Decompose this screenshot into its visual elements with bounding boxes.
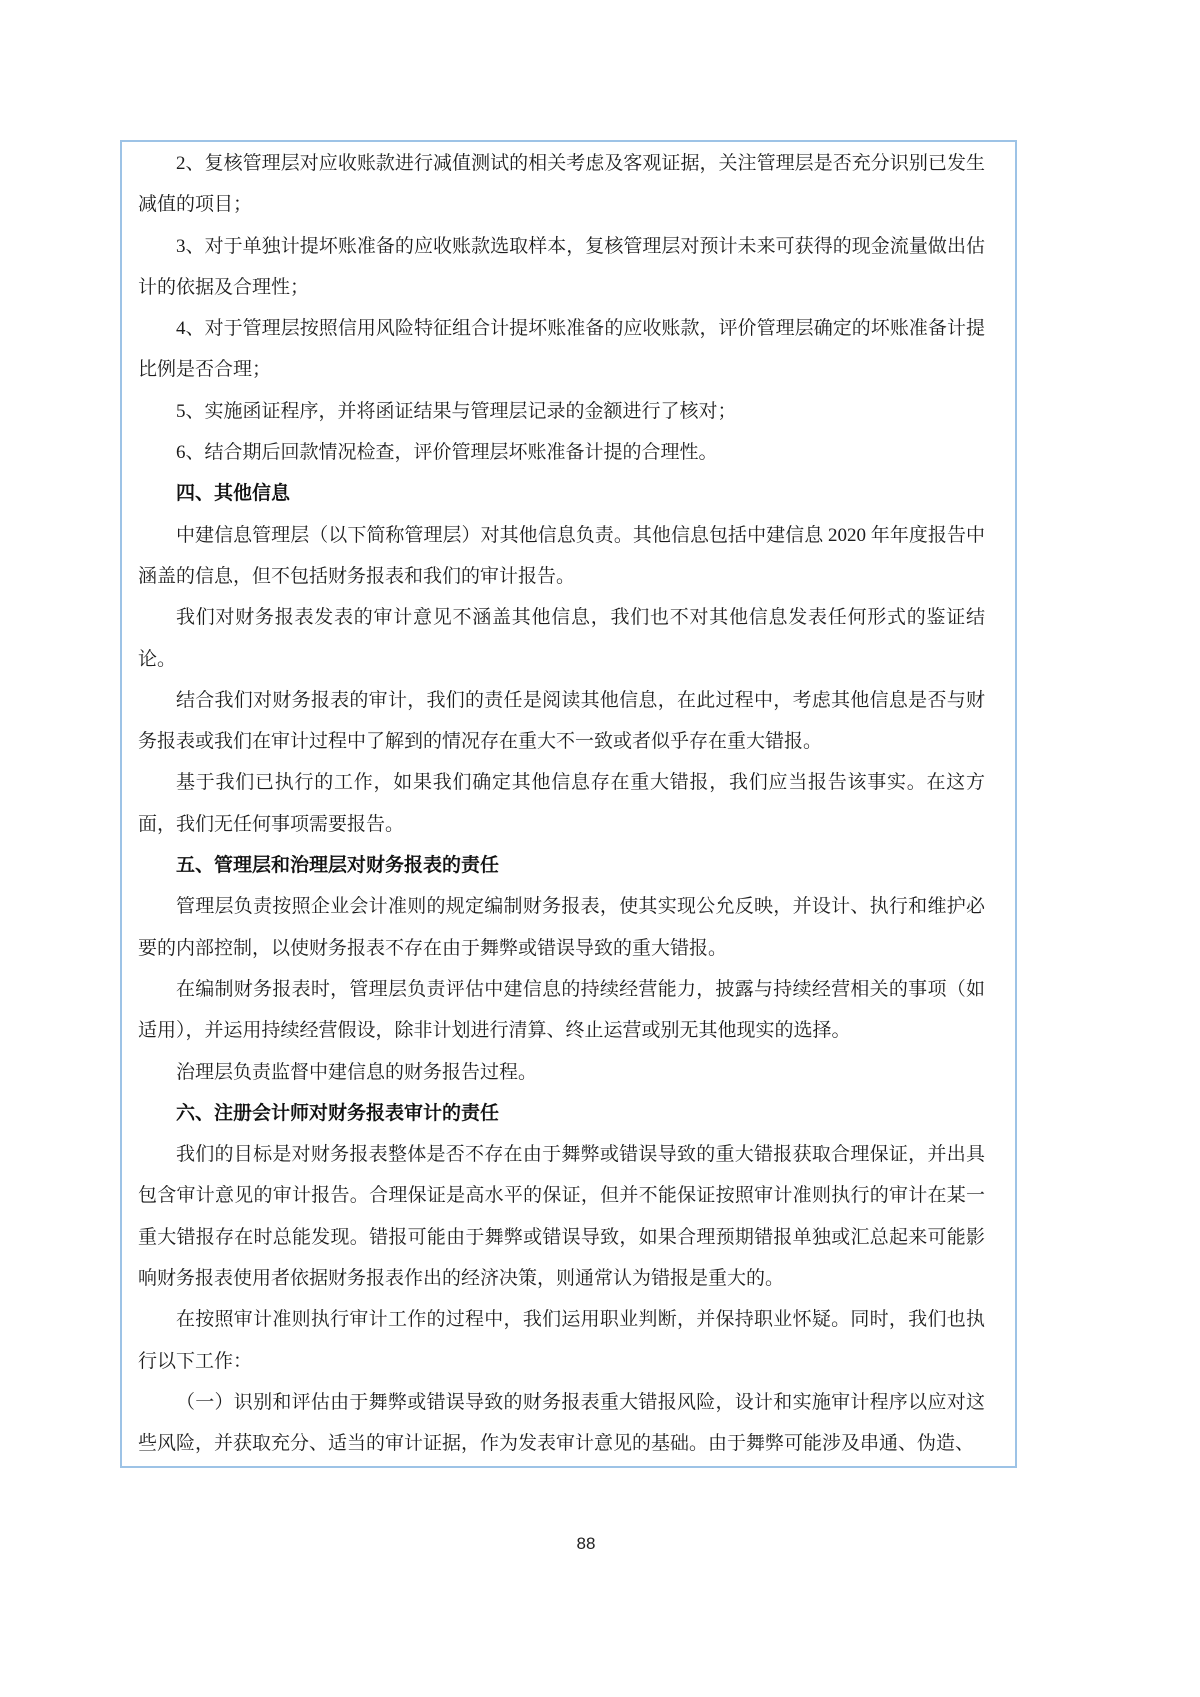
paragraph-other-info-1: 中建信息管理层（以下简称管理层）对其他信息负责。其他信息包括中建信息 2020 年年度报告中涵盖的信息，但不包括财务报表和我们的审计报告。 xyxy=(138,524,985,587)
paragraph-audit-procedure-3: 3、对于单独计提坏账准备的应收账款选取样本，复核管理层对预计未来可获得的现金流量做出估计的依据及合理性； xyxy=(138,235,985,298)
section-heading-other-information: 四、其他信息 xyxy=(176,483,291,505)
paragraph-auditor-resp-1: 我们的目标是对财务报表整体是否不存在由于舞弊或错误导致的重大错报获取合理保证，并出具包含审计意见的审计报告。合理保证是高水平的保证，但并不能保证按照审计准则执行的审计在某一重大错报存在时总能发现。错报可能由于舞弊或错误导致，如果合理预期错报单独或汇总起来可能影响财务报表使用者依据财务报表作出的经济决策，则通常认为错报是重大的。 xyxy=(138,1144,985,1290)
audit-report-text-frame xyxy=(120,140,1017,1468)
paragraph-other-info-2: 我们对财务报表发表的审计意见不涵盖其他信息，我们也不对其他信息发表任何形式的鉴证结论。 xyxy=(138,607,985,670)
paragraph-auditor-resp-2: 在按照审计准则执行审计工作的过程中，我们运用职业判断，并保持职业怀疑。同时，我们也执行以下工作： xyxy=(138,1309,985,1372)
paragraph-auditor-resp-3: （一）识别和评估由于舞弊或错误导致的财务报表重大错报风险，设计和实施审计程序以应对这些风险，并获取充分、适当的审计证据，作为发表审计意见的基础。由于舞弊可能涉及串通、伪造、 xyxy=(138,1391,985,1455)
paragraph-management-resp-2: 在编制财务报表时，管理层负责评估中建信息的持续经营能力，披露与持续经营相关的事项（如适用），并运用持续经营假设，除非计划进行清算、终止运营或别无其他现实的选择。 xyxy=(138,978,985,1042)
page-number: 88 xyxy=(576,1534,596,1553)
paragraph-audit-procedure-2: 2、复核管理层对应收账款进行减值测试的相关考虑及客观证据，关注管理层是否充分识别已发生减值的项目； xyxy=(138,153,985,216)
paragraph-audit-procedure-6: 6、结合期后回款情况检查，评价管理层坏账准备计提的合理性。 xyxy=(176,442,718,464)
paragraph-other-info-4: 基于我们已执行的工作，如果我们确定其他信息存在重大错报，我们应当报告该事实。在这方面，我们无任何事项需要报告。 xyxy=(138,772,985,835)
paragraph-other-info-3: 结合我们对财务报表的审计，我们的责任是阅读其他信息，在此过程中，考虑其他信息是否与财务报表或我们在审计过程中了解到的情况存在重大不一致或者似乎存在重大错报。 xyxy=(138,689,985,753)
paragraph-audit-procedure-4: 4、对于管理层按照信用风险特征组合计提坏账准备的应收账款，评价管理层确定的坏账准备计提比例是否合理； xyxy=(138,318,985,381)
section-heading-auditor-responsibility: 六、注册会计师对财务报表审计的责任 xyxy=(176,1102,500,1124)
paragraph-management-resp-1: 管理层负责按照企业会计准则的规定编制财务报表，使其实现公允反映，并设计、执行和维护必要的内部控制，以使财务报表不存在由于舞弊或错误导致的重大错报。 xyxy=(138,896,985,959)
paragraph-audit-procedure-5: 5、实施函证程序，并将函证结果与管理层记录的金额进行了核对； xyxy=(176,400,737,422)
paragraph-management-resp-3: 治理层负责监督中建信息的财务报告过程。 xyxy=(176,1061,538,1083)
section-heading-management-responsibility: 五、管理层和治理层对财务报表的责任 xyxy=(176,855,500,877)
